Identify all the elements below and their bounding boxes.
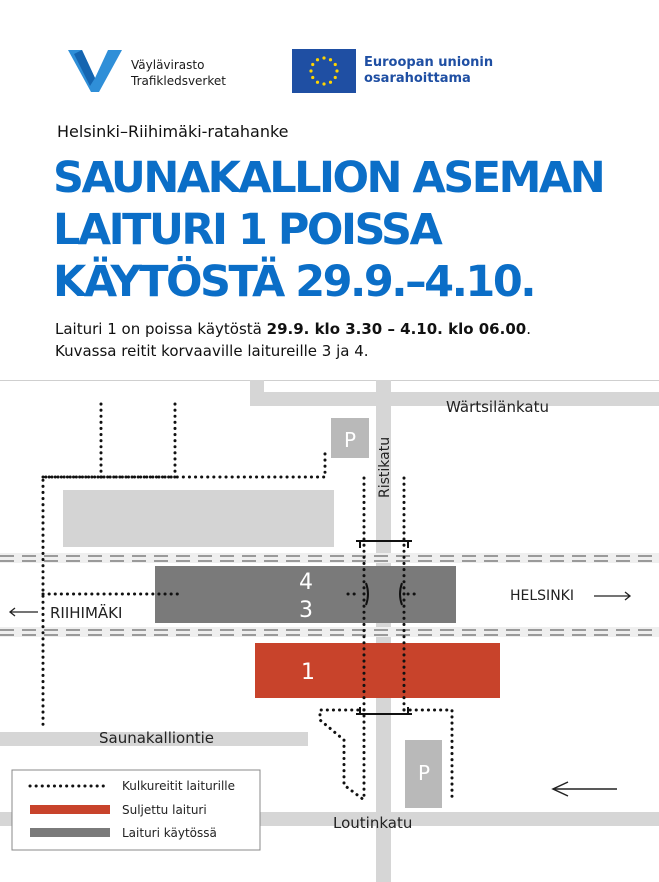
street-label-saunakalliontie: Saunakalliontie <box>99 729 214 747</box>
project-name: Helsinki–Riihimäki-ratahanke <box>57 122 289 141</box>
org-name-sv: Trafikledsverket <box>131 74 226 88</box>
station-map <box>0 380 659 882</box>
direction-riihimaki: RIIHIMÄKI <box>50 604 123 622</box>
legend-active-swatch <box>30 828 110 837</box>
street-label-ristikatu: Ristikatu <box>377 436 393 498</box>
closure-period-dates: 29.9. klo 3.30 – 4.10. klo 06.00 <box>266 320 527 338</box>
legend-active-label: Laituri käytössä <box>122 826 217 840</box>
arrow-right-icon <box>594 592 630 600</box>
replacement-info-text: Kuvassa reitit korvaaville laitureille 3 ja 4. <box>55 342 369 360</box>
organization-name <box>131 57 226 89</box>
platform-1-label: 1 <box>301 660 315 685</box>
direction-helsinki: HELSINKI <box>510 588 574 604</box>
station-building <box>63 490 334 547</box>
title-line-1: SAUNAKALLION ASEMAN <box>53 153 604 203</box>
eu-flag-icon <box>292 49 356 93</box>
vaylavirasto-logo <box>68 50 122 92</box>
parking-top-label: P <box>343 428 357 452</box>
eu-funding-line1: Euroopan unionin <box>364 55 494 70</box>
arrow-left-icon <box>553 782 617 796</box>
closure-period-text <box>55 318 531 340</box>
title-line-2: LAITURI 1 POISSA <box>53 205 441 255</box>
page-title <box>53 152 653 308</box>
platform-4-label: 4 <box>299 570 313 595</box>
closure-period-suffix: . <box>526 320 531 338</box>
legend-closed-swatch <box>30 805 110 814</box>
closure-info <box>55 318 531 362</box>
parking-bottom-label: P <box>417 761 431 785</box>
closure-period-prefix: Laituri 1 on poissa käytöstä <box>55 320 267 338</box>
arrow-left-icon <box>10 608 38 616</box>
street-label-wartsilankatu: Wärtsilänkatu <box>446 398 549 416</box>
legend-closed-label: Suljettu laituri <box>122 803 207 817</box>
title-line-3: KÄYTÖSTÄ 29.9.–4.10. <box>53 257 535 307</box>
eu-funding-line2: osarahoittama <box>364 71 471 86</box>
platform-1-closed <box>255 643 500 698</box>
platform-3-label: 3 <box>299 598 313 623</box>
map-legend <box>12 770 260 850</box>
org-name-fi: Väylävirasto <box>131 58 205 72</box>
eu-funding-label <box>364 55 493 87</box>
street-label-loutinkatu: Loutinkatu <box>333 814 413 832</box>
legend-routes-label: Kulkureitit laiturille <box>122 779 235 793</box>
